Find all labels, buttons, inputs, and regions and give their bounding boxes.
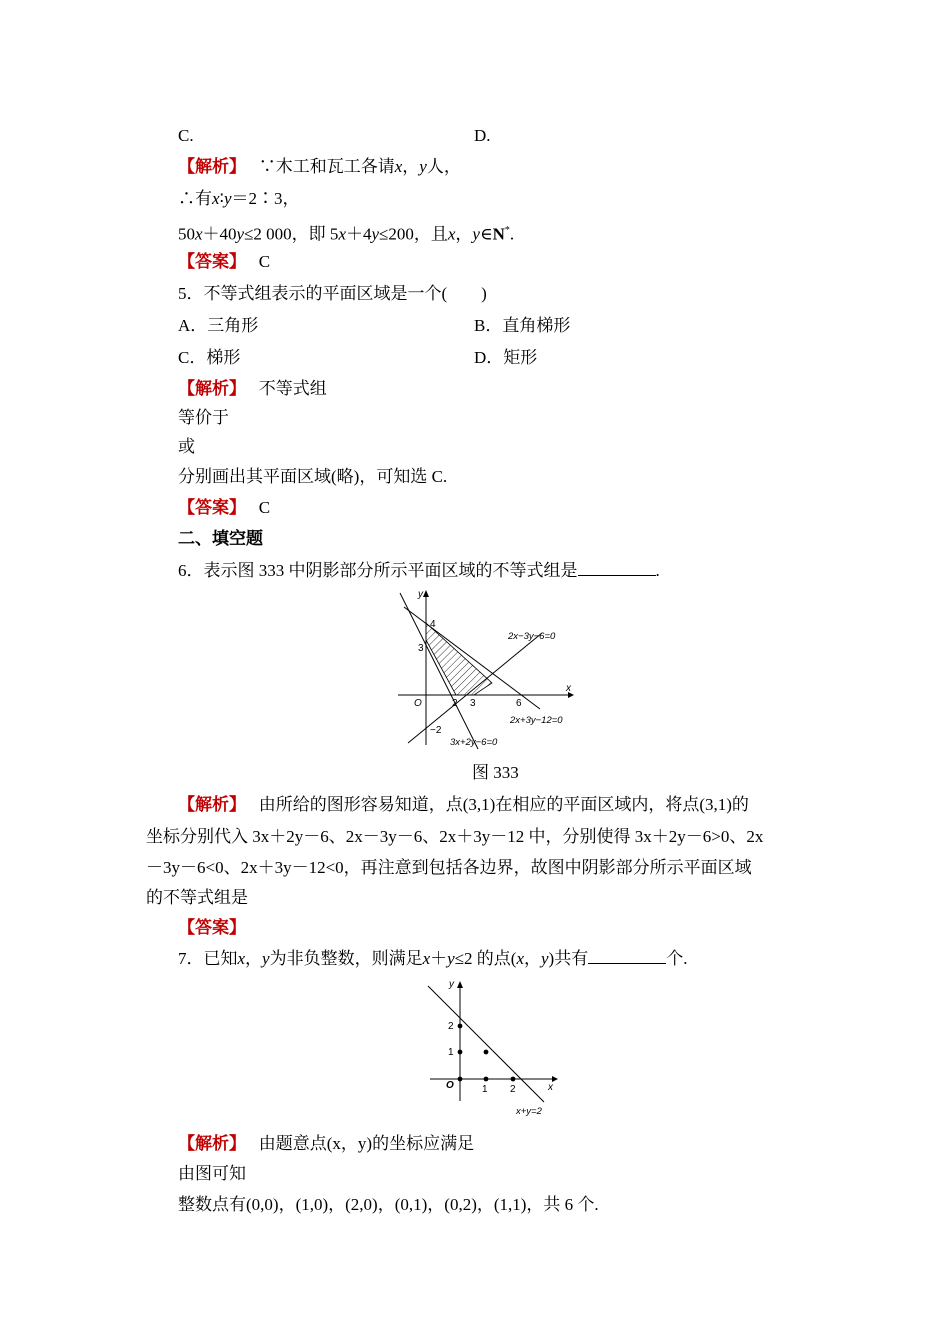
- figure-caption: 图 333: [472, 763, 519, 782]
- tick-3y: 3: [418, 643, 424, 654]
- axis-y-label: y: [449, 979, 454, 990]
- q6-answer: [178, 917, 246, 939]
- tick-4: 4: [430, 619, 436, 630]
- y-axis-arrow: [423, 590, 429, 597]
- answer-tag: 【答案】: [178, 252, 246, 271]
- point-1-1: [484, 1050, 489, 1055]
- q4-analysis: 【解析】 ∵木工和瓦工各请x，y人，: [178, 157, 461, 176]
- q5-analysis-line4: 分别画出其平面区域(略)，可知选 C.: [178, 467, 448, 486]
- tick-2y: 2: [448, 1021, 454, 1032]
- point-0-2: [458, 1024, 463, 1029]
- q5-option-c: C．梯形: [178, 348, 241, 367]
- tick-6: 6: [516, 698, 522, 709]
- q6-stem: 6．表示图 333 中阴影部分所示平面区域的不等式组是 .: [178, 561, 660, 580]
- tick-3x: 3: [470, 698, 476, 709]
- tick-neg2: −2: [430, 725, 442, 736]
- analysis-tag: 【解析】: [178, 157, 246, 176]
- shaded-region: [426, 623, 492, 695]
- answer-tag: 【答案】: [178, 918, 246, 937]
- q6-analysis-line3: －3y－6<0、2x＋3y－12<0，再注意到包括各边界，故图中阴影部分所示平面区域: [146, 858, 752, 877]
- point-1-0: [484, 1077, 489, 1082]
- point-0-0: [458, 1077, 463, 1082]
- tick-1x: 1: [482, 1084, 488, 1095]
- axis-y-label: y: [418, 589, 423, 600]
- q4-constraint-line: 50x＋40y≤2 000，即 5x＋4y≤200，且x，y∈N*.: [178, 224, 515, 244]
- line-label: x+y=2: [516, 1106, 542, 1117]
- answer-blank: [578, 559, 656, 576]
- point-0-1: [458, 1050, 463, 1055]
- q7-stem: 7．已知x，y为非负整数，则满足x＋y≤2 的点(x，y)共有 个.: [178, 949, 688, 968]
- q6-analysis-line2: 坐标分别代入 3x＋2y－6、2x－3y－6、2x＋3y－12 中，分别使得 3x＋2y－6>0、2x: [146, 827, 764, 846]
- q7-analysis-line2: 由图可知: [178, 1164, 246, 1183]
- q5-option-a: A．三角形: [178, 316, 259, 335]
- answer-blank: [588, 947, 666, 964]
- q5-analysis: 【解析】 不等式组: [178, 379, 327, 398]
- q5-analysis-line2: 等价于: [178, 408, 229, 427]
- section-title: 二、填空题: [178, 529, 263, 548]
- q6-analysis-line4: 的不等式组是: [146, 888, 248, 907]
- q5-option-b: B．直角梯形: [474, 316, 571, 335]
- tick-2x: 2: [510, 1084, 516, 1095]
- line1-label: 2x−3y−6=0: [508, 631, 556, 642]
- axis-x-label: x: [548, 1082, 553, 1093]
- point-2-0: [511, 1077, 516, 1082]
- axis-x-label: x: [566, 683, 571, 694]
- tick-1y: 1: [448, 1047, 454, 1058]
- analysis-tag: 【解析】: [178, 1134, 246, 1153]
- q4-option-d: D.: [474, 126, 491, 145]
- q5-stem: 5．不等式组表示的平面区域是一个( ): [178, 284, 487, 303]
- q5-answer: 【答案】 C: [178, 498, 271, 517]
- origin-label: O: [446, 1080, 454, 1091]
- q7-figure: [420, 976, 570, 1124]
- q7-analysis-line3: 整数点有(0,0)，(1,0)，(2,0)，(0,1)，(0,2)，(1,1)，共 6 个.: [178, 1195, 599, 1214]
- q4-answer: 【答案】 C: [178, 252, 271, 271]
- q6-analysis: 【解析】 由所给的图形容易知道，点(3,1)在相应的平面区域内，将点(3,1)的: [178, 795, 749, 814]
- q7-analysis: 【解析】 由题意点(x，y)的坐标应满足: [178, 1134, 475, 1153]
- q4-option-c: C.: [178, 126, 194, 145]
- line3-label: 3x+2y−6=0: [450, 737, 498, 748]
- q5-option-d: D．矩形: [474, 348, 538, 367]
- line2-label: 2x+3y−12=0: [510, 715, 563, 726]
- analysis-tag: 【解析】: [178, 795, 246, 814]
- y-axis-arrow: [457, 981, 463, 988]
- analysis-tag: 【解析】: [178, 379, 246, 398]
- q4-ratio-line: ∴有x∶y＝2∶3，: [178, 189, 300, 208]
- q6-figure: [390, 585, 590, 753]
- q5-analysis-line3: 或: [178, 437, 195, 456]
- tick-2: 2: [452, 698, 458, 709]
- origin-label: O: [414, 698, 422, 709]
- answer-tag: 【答案】: [178, 498, 246, 517]
